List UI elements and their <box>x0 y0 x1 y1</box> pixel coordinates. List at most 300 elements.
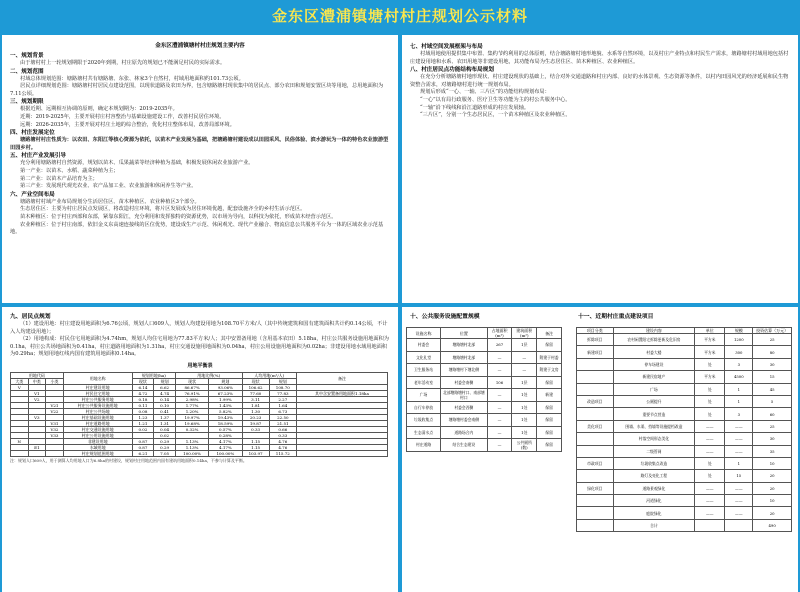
table-cell: 保留 <box>537 376 562 389</box>
table-row <box>577 334 792 346</box>
table-cell: 2.98% <box>175 396 208 402</box>
table-cell: 19.43% <box>209 414 242 420</box>
table-cell <box>695 519 725 531</box>
table-cell: 30 <box>753 358 792 370</box>
table-cell: — <box>512 364 537 377</box>
table-cell: 村庄道路用地 <box>63 420 132 426</box>
table-cell: 106.62 <box>242 384 269 390</box>
table-cell: 1.43% <box>209 402 242 408</box>
header-cell: 用地比例(%) <box>175 372 242 378</box>
table-cell: — <box>512 351 537 364</box>
table-cell: 处 <box>695 395 725 407</box>
table-cell: 道路景观绿化 <box>613 482 695 494</box>
table-cell: 0.11 <box>132 402 154 408</box>
table-cell: V22 <box>46 408 64 414</box>
table-cell: 490 <box>753 519 792 531</box>
table-row <box>577 358 792 370</box>
table-cell <box>577 408 614 420</box>
table-row <box>577 433 792 445</box>
table-cell: 108.70 <box>269 384 296 390</box>
table-cell: 25 <box>753 334 792 346</box>
table-cell: 1.77% <box>175 402 208 408</box>
table-cell: 1.31 <box>154 420 176 426</box>
table-cell: 6.14 <box>132 384 154 390</box>
table-row <box>407 376 562 389</box>
table-cell: — <box>487 364 512 377</box>
header-cell: 现状 <box>242 378 269 384</box>
table-cell: 106 <box>487 376 512 389</box>
table-cell: 100.00% <box>175 450 208 456</box>
table-cell: 保留 <box>537 426 562 439</box>
table-cell: 处 <box>695 457 725 469</box>
table-cell: 5.82% <box>209 408 242 414</box>
table-cell: — <box>487 389 512 402</box>
header-cell: 规模 <box>725 328 753 334</box>
table-cell: 自行车停放 <box>407 401 441 414</box>
table-cell: V33 <box>46 432 64 438</box>
table-cell: 1处 <box>512 414 537 427</box>
table-cell: 4.17% <box>209 444 242 450</box>
table-cell: 0.87 <box>132 438 154 444</box>
table-cell: 0.10 <box>154 402 176 408</box>
header-cell: 备注 <box>537 328 562 339</box>
table-cell: 处 <box>695 383 725 395</box>
table-cell: 22.50 <box>269 414 296 420</box>
table-cell: 67.23% <box>209 390 242 396</box>
table-cell: 北部塘路塘村口、南部塘村口 <box>441 389 488 402</box>
table-row <box>577 507 792 519</box>
table-cell: 其中含安置备用地面积1.18ha <box>296 390 387 396</box>
table-cell: 垃圾收集点 <box>407 414 441 427</box>
table-cell: 农村闲置阳宅拆除更新及危旧房 <box>613 334 695 346</box>
table-cell: 停车场建设 <box>613 358 695 370</box>
header-cell: 投资估算（万元） <box>753 328 792 334</box>
panel-settlement-plan <box>2 307 398 592</box>
table-cell: 6.62 <box>154 384 176 390</box>
table-cell: —— <box>725 495 753 507</box>
table-cell: 4500 <box>725 371 753 383</box>
table-cell: 15 <box>753 371 792 383</box>
header-cell: 规划 <box>209 378 242 384</box>
table-cell: 21.51 <box>269 420 296 426</box>
table-cell: 村委会南侧 <box>441 376 488 389</box>
table-cell <box>577 507 614 519</box>
table-cell: 1.37 <box>154 414 176 420</box>
table-cell: 生态清水点 <box>407 426 441 439</box>
paragraph: 在充分分析塘路塘村地形现状、村庄建设现状的基础上，结合对外交通道路和村庄内部、良好的水体景观、生态资源等条件，以村内田园风光的经济延展和民生物资整合需求，对塘路塘村进行统一规划布局。 <box>410 74 789 88</box>
table-cell: V31 <box>46 420 64 426</box>
header-cell: 人均用地(m²/人) <box>242 372 296 378</box>
table-cell: 塘路塘村下塘北侧 <box>441 364 488 377</box>
table-cell: 4.72 <box>132 390 154 396</box>
section-heading: 三、规划期限 <box>10 99 44 106</box>
table-cell: 新建 <box>537 389 562 402</box>
table-cell: V3 <box>28 414 46 420</box>
table-cell: 保留 <box>537 339 562 352</box>
panel-2-body <box>410 43 790 120</box>
table-cell: 1.23 <box>132 414 154 420</box>
panel-main-content <box>2 35 398 303</box>
header-cell: 建设内容 <box>613 328 695 334</box>
table-cell: 45 <box>753 383 792 395</box>
table-cell: 村委会 <box>407 339 441 352</box>
table-cell: 0.18 <box>132 396 154 402</box>
section-heading-projects: 十一、近期村庄重点建设项目 <box>578 314 654 320</box>
table-cell: 村庄规划范围用地 <box>63 450 132 456</box>
table-cell: 3 <box>725 358 753 370</box>
table-cell: 4.76 <box>269 438 296 444</box>
table-cell: 20 <box>753 470 792 482</box>
table-cell: 村庄基础设施用地 <box>63 414 132 420</box>
table-cell: 76.91% <box>175 390 208 396</box>
header-cell: 现状 <box>175 378 208 384</box>
table-cell: 路灯及亮化工程 <box>613 470 695 482</box>
paragraph: 塘路塘村村庄性质为：以农田、东阳江等核心资源为依托，以苗木产业发展为基础，把塘路塘村建设成以田园采风、民俗体验、滨水游玩为一体的特色农业旅游型田园乡村。 <box>10 137 389 151</box>
table-cell: — <box>487 401 512 414</box>
table-cell: 93.06% <box>209 384 242 390</box>
table-cell <box>577 495 614 507</box>
paragraph: 第二产业：以苗木产品培育为主； <box>20 175 98 182</box>
paragraph: 居民点详细规划范围：塘路塘村村居民点建设范围，以现状道路及农田为界，包含塘路塘村现状集中的居民点、部分农田和规划安置区块等用地，总用地面积为7.11公顷。 <box>10 83 384 97</box>
table-cell: V2 <box>28 396 46 402</box>
table-cell: 77.83 <box>269 390 296 396</box>
table-row <box>577 519 792 531</box>
table-title: 用地平衡表 <box>187 362 213 369</box>
section-heading: 一、规划背景 <box>10 53 44 59</box>
table-header-row <box>407 328 562 339</box>
table-cell: 1 <box>725 457 753 469</box>
table-cell: 0.02 <box>132 426 154 432</box>
paragraph: 第三产业：发展现代观光农业、农产品加工业、农业旅游和休闲养生等产业。 <box>20 183 197 190</box>
table-cell: 19.87 <box>242 420 269 426</box>
section-heading: 四、村庄发展定位 <box>10 130 55 137</box>
header-cell: 建筑面积(m²) <box>512 328 537 339</box>
table-cell: 广场 <box>613 383 695 395</box>
table-cell: 处 <box>695 470 725 482</box>
table-cell <box>11 450 29 456</box>
table-cell <box>577 519 614 531</box>
table-cell: 25 <box>753 420 792 432</box>
table-cell: —— <box>695 495 725 507</box>
table-cell: 村委大楼 <box>613 346 695 358</box>
table-cell: 村落空间形态美化 <box>613 433 695 445</box>
table-cell: 19.68% <box>175 420 208 426</box>
table-cell: 30 <box>753 433 792 445</box>
table-cell: 平方米 <box>695 371 725 383</box>
paragraph: （2）用地构成：村民住宅用地面积为4.74hm，规划人均住宅用地为77.83平方米/人；其中安置备用地（含用基本农田）5.18ha，村庄公共服务设施用地面积为0.1ha，村庄公共场地面积为0.41ha，村庄道路用地面积为1.31ha，村庄交通设施用地面积为0.04ha，村庄公用设施用地面积为0.02ha；非建设用地水域用地面积为0.29ha；规划用地红线内国有建筑用地面积0.14ha。 <box>10 336 389 358</box>
table-row <box>577 470 792 482</box>
table-row <box>407 414 562 427</box>
table-cell: 1处 <box>512 401 537 414</box>
paragraph: 村域总体规划范围：塘路塘村共有塘路塘、东张、林家3个自然村，村域用地面积约101.73公顷。 <box>20 75 244 82</box>
paragraph: 充分利用塘路塘村自然资源，规划以苗木、瓜果蔬菜等经济种植为基础，积极发展休闲农业旅游产业。 <box>20 160 254 167</box>
table-cell: 庭院绿化 <box>613 507 695 519</box>
table-cell: 平方米 <box>695 334 725 346</box>
table-cell: 19.97% <box>175 414 208 420</box>
table-cell: 4.76 <box>269 444 296 450</box>
table-cell: 1层 <box>512 339 537 352</box>
table-note: 注：规划人口609人，用于测算人均用地人口为6.8ha的村建设，规划村庄用地范围内国有建筑用地面积0.14ha，不参与计算及平衡。 <box>10 457 247 463</box>
table-cell: 15 <box>725 470 753 482</box>
table-cell: 结合生态建设 <box>441 439 488 452</box>
table-cell: —— <box>725 482 753 494</box>
section-heading: 八、村庄居民点功能结构布局规划 <box>410 67 494 74</box>
table-cell: —— <box>725 420 753 432</box>
table-cell: 20 <box>753 507 792 519</box>
table-cell: 卫生服务站 <box>407 364 441 377</box>
table-cell: 平方米 <box>695 346 725 358</box>
section-heading: 六、产业空间布局 <box>10 191 55 198</box>
header-cell: 项目分类 <box>577 328 614 334</box>
paragraph: 农业种植区：位于村庄南部，依旧金义东高速连接线的区位优势，建设成生产示范、休闲观光、现代产业融合、物流信息公共服务平台为一体的区域农业示范基地。 <box>10 221 384 236</box>
banner <box>0 0 800 32</box>
section-heading: 五、村庄产业发展引导 <box>10 153 66 160</box>
panel-facilities-projects <box>402 307 798 592</box>
table-cell: V <box>11 384 29 390</box>
table-cell: 附建于文房 <box>537 364 562 377</box>
table-cell: 103.97 <box>242 450 269 456</box>
table-cell: —— <box>695 420 725 432</box>
table-cell: 1 <box>725 395 753 407</box>
table-cell: 村庄道路 <box>407 439 441 452</box>
table-row <box>11 450 388 456</box>
paragraph: 村域用地使用提供集中布置、集约节约利用的总体原则，结合塘路塘村地形地貌、水系等自然环境，以及村庄产业特点和村民生产需求，塘路塘村村域用地包括村庄建设用地和水系、农田用地等非建设用地，其功能布局为生态居住区、苗木种植区、农业种植区。 <box>410 51 789 65</box>
header-cell: 规划 <box>269 378 296 384</box>
header-cell: 备注 <box>296 372 387 384</box>
paragraph: 规划后形成“一心、一轴、三片区”的功能结构规划布局： <box>420 89 550 96</box>
table-cell: 80 <box>753 346 792 358</box>
table-cell <box>577 383 614 395</box>
table-cell: 1200 <box>725 334 753 346</box>
paragraph: 塘路塘村村域产业布局规划分生活居住区、苗木种植区、农业种植区3个部分。 <box>20 198 200 205</box>
paragraph: 近期：2019-2025年，主要开展村庄村容整治与基础设施建设工作，改善村民居住环境。 <box>20 113 225 120</box>
table-cell: 塘路塘村北部 <box>441 351 488 364</box>
table-cell: — <box>487 351 512 364</box>
table-cell: 河道绿化 <box>613 495 695 507</box>
table-cell <box>725 519 753 531</box>
table-cell: —— <box>695 433 725 445</box>
table-row <box>577 420 792 432</box>
table-cell: —— <box>695 507 725 519</box>
paragraph: （1）建设用地：村庄建设用地面积为6.76公顷，规划人口609人，规划人均建设用地为108.70平方米/人（其中传统建筑和国有建筑面积共计约0.14公顷，不计入人均建设用地）； <box>10 321 388 335</box>
table-cell: 1.13% <box>175 438 208 444</box>
table-cell <box>28 450 46 456</box>
table-cell: 1.21 <box>132 420 154 426</box>
table-cell <box>296 450 387 456</box>
header-cell: 设施名称 <box>407 328 441 339</box>
table-cell <box>577 433 614 445</box>
table-cell: 1.99% <box>209 396 242 402</box>
table-cell: 115.72 <box>269 450 296 456</box>
table-cell: 1层 <box>512 376 537 389</box>
table-cell: 1 <box>725 383 753 395</box>
table-cell: 合计 <box>613 519 695 531</box>
table-cell: 0.41 <box>154 408 176 414</box>
table-cell: 文化礼堂 <box>407 351 441 364</box>
table-cell: 0.14 <box>154 396 176 402</box>
section-heading: 七、村域空间发展框架与布局 <box>410 44 483 50</box>
section-heading: 二、规划范围 <box>10 68 44 75</box>
table-cell: 1.64 <box>269 402 296 408</box>
header-cell: 现状 <box>132 378 154 384</box>
table-row <box>577 495 792 507</box>
table-row <box>577 395 792 407</box>
page-title: 金东区澧浦镇塘村村庄规划公示材料 <box>271 7 528 25</box>
table-cell: —— <box>695 482 725 494</box>
table-cell: 重要节点营造 <box>613 408 695 420</box>
table-cell: 围墙、水渠、挡墙等设施提档改造 <box>613 420 695 432</box>
table-cell: —— <box>725 507 753 519</box>
table-cell: — <box>487 414 512 427</box>
paragraph: 苗木种植区：位于村庄西部和东部，紧靠东阳江，充分利用和发挥独特的资源优势，以市场为导向，以科技为依托，形成苗木经营示范区。 <box>20 213 337 220</box>
table-cell: 0.33 <box>242 426 269 432</box>
table-cell: 美化项目 <box>577 420 614 432</box>
table-row <box>577 346 792 358</box>
table-cell: 村委会西侧 <box>441 401 488 414</box>
table-cell: 5 <box>753 395 792 407</box>
paragraph: 远期：2026-2035年，主要开展对村庄土地的综合整治，优化村庄整体布局，改善局部环境。 <box>20 121 235 128</box>
paragraph: “一心”以有局行政服务、医疗卫生等功能为主的村公共服务中心。 <box>420 96 571 103</box>
table-cell: 20.23 <box>242 414 269 420</box>
table-cell: 0.66 <box>269 426 296 432</box>
table-row <box>577 371 792 383</box>
table-cell: 20 <box>753 482 792 494</box>
table-cell: 处 <box>695 358 725 370</box>
table-row <box>577 408 792 420</box>
header-cell: 规划用地(ha) <box>132 372 175 378</box>
table-cell: 新建民宿地产 <box>613 371 695 383</box>
table-cell: V32 <box>46 426 64 432</box>
section-heading-facilities: 十、公共服务设施配置规模 <box>410 314 480 320</box>
table-cell: 村庄公共服务用地 <box>63 396 132 402</box>
paragraph: 生态居住区：主要为村庄居民点发展区，将改造村庄环境，将片区发展成为居住环境优越，配套设施齐全的乡村生活示范区。 <box>20 206 306 213</box>
table-cell: 垃圾收集点改造 <box>613 457 695 469</box>
table-cell <box>577 470 614 482</box>
table-cell <box>577 358 614 370</box>
table-cell: N <box>11 438 29 444</box>
panel-spatial-layout <box>402 35 798 303</box>
table-cell <box>577 371 614 383</box>
table-row <box>577 482 792 494</box>
land-balance-table <box>10 372 388 457</box>
table-cell: 1处 <box>512 389 537 402</box>
table-cell: 1.13% <box>175 444 208 450</box>
table-cell <box>577 445 614 457</box>
header-cell: 位置 <box>441 328 488 339</box>
header-cell: 用地代码 <box>11 372 64 378</box>
panel-1-body <box>10 52 390 237</box>
table-cell: 1.20% <box>175 408 208 414</box>
table-cell: 保留 <box>537 414 562 427</box>
table-cell: 道路场合内 <box>441 426 488 439</box>
table-cell: 0.29 <box>154 444 176 450</box>
table-cell: V21 <box>46 402 64 408</box>
table-cell: 35 <box>753 445 792 457</box>
header-cell: 小类 <box>46 378 64 384</box>
table-cell: 0.57% <box>209 426 242 432</box>
table-cell: — <box>487 439 512 452</box>
table-cell: 1.15 <box>242 444 269 450</box>
paragraph: 由于塘村村上一轮规划期限于2020年到期，村庄原先的规划已不能满足村民的实际需求。 <box>20 60 226 66</box>
table-cell: 100.00% <box>209 450 242 456</box>
table-cell: 广场 <box>407 389 441 402</box>
table-cell: 0.33 <box>269 432 296 438</box>
paragraph: “一轴”沿下线线和沿江道路形成的村庄发展轴。 <box>420 104 530 111</box>
table-cell: 267 <box>487 339 512 352</box>
table-cell: 1.81 <box>242 402 269 408</box>
table-cell: V1 <box>28 390 46 396</box>
table-cell: 3 <box>725 408 753 420</box>
table-cell: E1 <box>28 444 46 450</box>
header-cell: 占地面积(m²) <box>487 328 512 339</box>
section-heading: 九、居民点规划 <box>10 314 51 320</box>
table-cell: 老年活动室 <box>407 376 441 389</box>
paragraph: “三片区”，分别一个生态居民区，一个苗木种植区及农业种植区。 <box>420 112 571 119</box>
table-cell: 0.08 <box>132 408 154 414</box>
paragraph: 根据近期、远期相互协调的原则，确定本规划期为：2019-2035年。 <box>20 106 178 113</box>
table-cell: 二级管网 <box>613 445 695 457</box>
table-cell: 附建于村委 <box>537 351 562 364</box>
table-cell: 1.15 <box>242 438 269 444</box>
table-cell: 村庄公共服务设施用地 <box>63 402 132 408</box>
table-row <box>407 401 562 414</box>
header-cell: 用地名称 <box>63 372 132 384</box>
table-cell: 村庄交通设施用地 <box>63 426 132 432</box>
table-cell: 300 <box>725 346 753 358</box>
table-cell: 非建设用地 <box>63 438 132 444</box>
table-row <box>407 351 562 364</box>
table-cell: 村庄建设用地 <box>63 384 132 390</box>
table-cell: 塘路塘村北部 <box>441 339 488 352</box>
table-row <box>577 445 792 457</box>
paragraph: 第一产业：以苗木、水稻、蔬菜种植为主； <box>20 167 119 174</box>
table-cell: 2.27 <box>269 396 296 402</box>
table-cell: 村民住宅用地 <box>63 390 132 396</box>
table-cell: 10 <box>753 495 792 507</box>
table-cell: 新建项目 <box>577 346 614 358</box>
table-cell: 86.67% <box>175 384 208 390</box>
table-cell: 0.87 <box>132 444 154 450</box>
table-row <box>407 389 562 402</box>
table-cell: —— <box>725 433 753 445</box>
table-cell: 3.11 <box>242 396 269 402</box>
table-cell: 绿化项目 <box>577 482 614 494</box>
facilities-table <box>406 327 562 452</box>
header-cell: 大类 <box>11 378 29 384</box>
table-cell: 处 <box>695 408 725 420</box>
header-cell: 中类 <box>28 378 46 384</box>
table-cell: 拆除项目 <box>577 334 614 346</box>
table-cell: 18.59% <box>209 420 242 426</box>
table-cell: 0.02 <box>154 432 176 438</box>
header-cell: 规划 <box>154 378 176 384</box>
table-cell: 塘路塘村委会南侧 <box>441 414 488 427</box>
table-row <box>407 439 562 452</box>
table-cell: 1处 <box>512 426 537 439</box>
table-cell: —— <box>725 445 753 457</box>
table-cell: 4.17% <box>209 438 242 444</box>
table-cell: 1.30 <box>242 408 269 414</box>
table-cell: 村庄公用设施用地 <box>63 432 132 438</box>
table-cell: 保留 <box>537 401 562 414</box>
table-row <box>577 383 792 395</box>
table-cell: 水域用地 <box>63 444 132 450</box>
table-cell: 0.04 <box>154 426 176 432</box>
table-cell: 6.21 <box>132 450 154 456</box>
table-row <box>407 426 562 439</box>
table-cell: 0.28% <box>209 432 242 438</box>
table-cell: 4.74 <box>154 390 176 396</box>
